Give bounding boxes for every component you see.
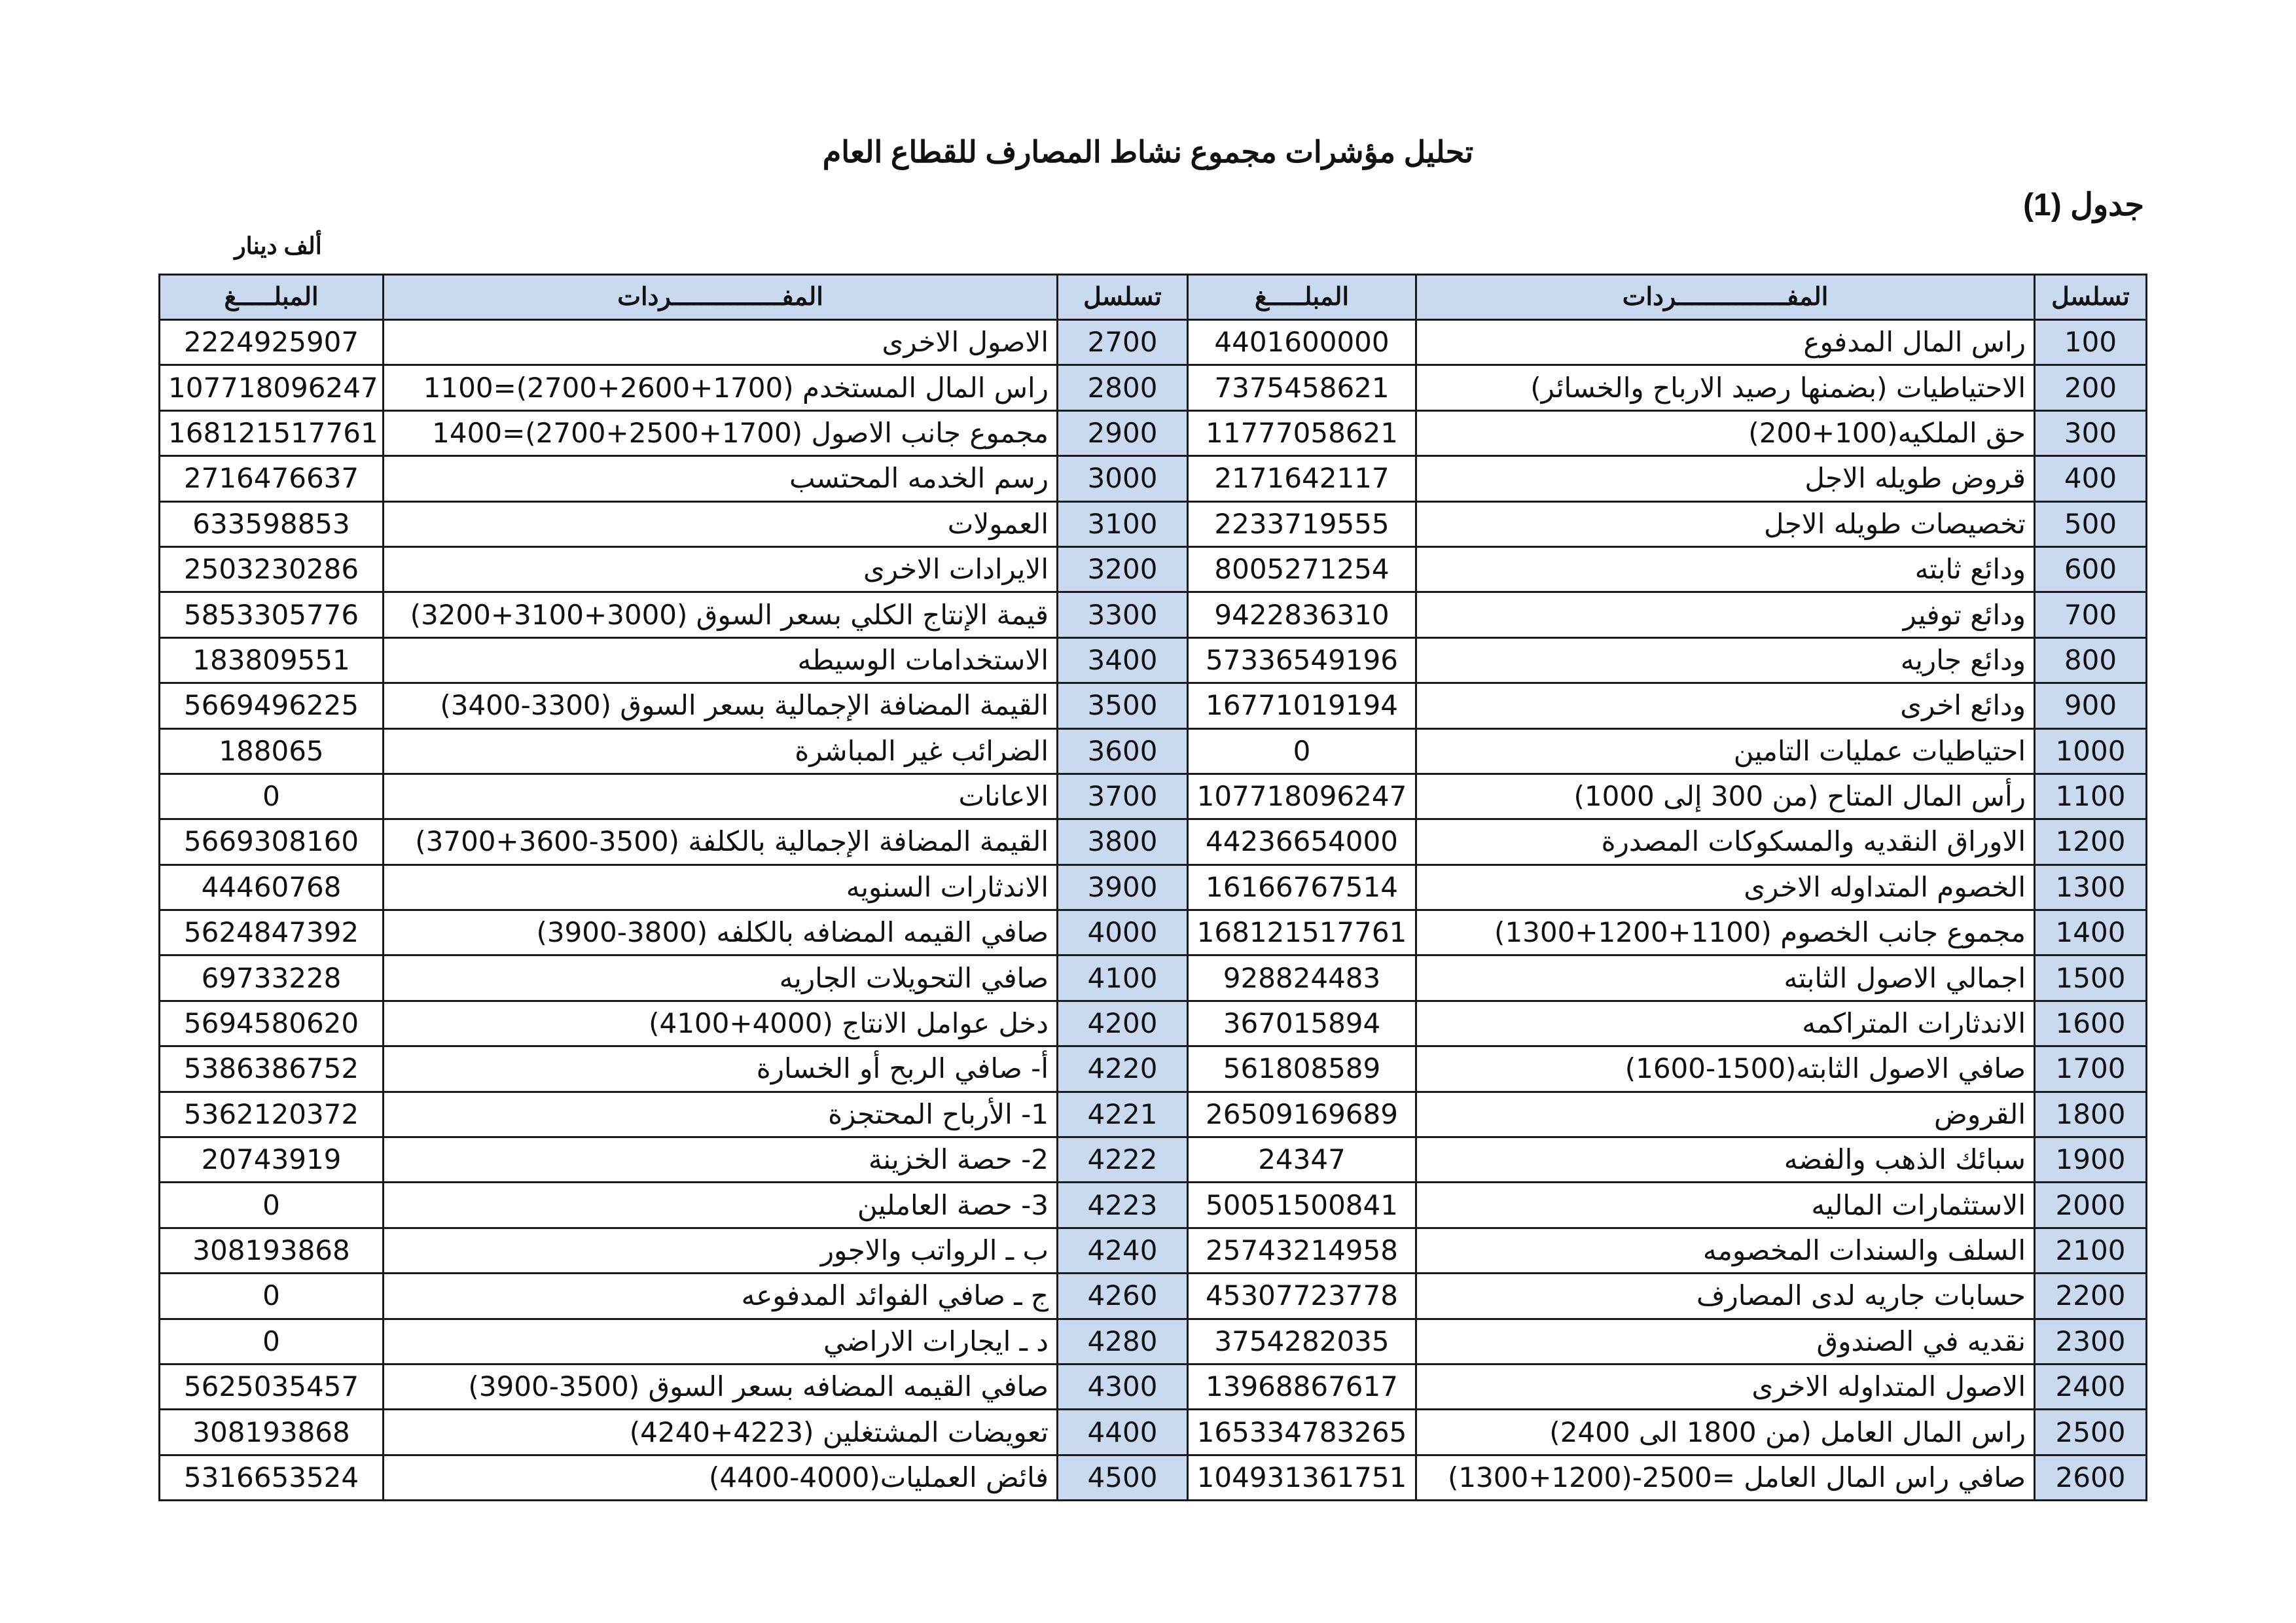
amount-cell: 57336549196 (1188, 637, 1416, 683)
amount-cell: 168121517761 (160, 410, 384, 455)
amount-cell: 0 (160, 1183, 384, 1228)
item-cell: 3- حصة العاملين (384, 1183, 1058, 1228)
amount-cell: 107718096247 (160, 365, 384, 410)
table-row (160, 320, 2147, 365)
item-cell: 1- الأرباح المحتجزة (384, 1092, 1058, 1137)
amount-cell: 308193868 (160, 1228, 384, 1273)
seq-cell: 2600 (2035, 1455, 2147, 1500)
amount-cell: 24347 (1188, 1137, 1416, 1183)
item-cell: حسابات جاريه لدى المصارف (1416, 1274, 2035, 1319)
seq-cell: 2900 (1058, 410, 1188, 455)
item-cell: السلف والسندات المخصومه (1416, 1228, 2035, 1273)
table-row (160, 1183, 2147, 1228)
table-row (160, 1319, 2147, 1364)
amount-cell: 5669308160 (160, 819, 384, 865)
amount-cell: 3754282035 (1188, 1319, 1416, 1364)
amount-cell: 9422836310 (1188, 592, 1416, 637)
seq-cell: 1000 (2035, 728, 2147, 774)
table-body (160, 320, 2147, 1501)
seq-cell: 500 (2035, 501, 2147, 546)
item-cell: مجموع جانب الخصوم (1100+1200+1300) (1416, 910, 2035, 955)
item-cell: القيمة المضافة الإجمالية بالكلفة (3500-3600+3700) (384, 819, 1058, 865)
item-cell: الايرادات الاخرى (384, 546, 1058, 592)
amount-cell: 2503230286 (160, 546, 384, 592)
amount-cell: 0 (160, 774, 384, 819)
item-cell: ودائع توفير (1416, 592, 2035, 637)
seq-cell: 4000 (1058, 910, 1188, 955)
table-row (160, 1274, 2147, 1319)
item-cell: صافي القيمه المضافه بالكلفه (3800-3900) (384, 910, 1058, 955)
amount-cell: 367015894 (1188, 1001, 1416, 1046)
amount-cell: 11777058621 (1188, 410, 1416, 455)
seq-cell: 4500 (1058, 1455, 1188, 1500)
header-amount-left: المبلـــــغ (160, 275, 384, 320)
amount-cell: 25743214958 (1188, 1228, 1416, 1273)
seq-cell: 700 (2035, 592, 2147, 637)
item-cell: الضرائب غير المباشرة (384, 728, 1058, 774)
seq-cell: 1900 (2035, 1137, 2147, 1183)
seq-cell: 1500 (2035, 955, 2147, 1001)
table-row (160, 774, 2147, 819)
seq-cell: 600 (2035, 546, 2147, 592)
amount-cell: 45307723778 (1188, 1274, 1416, 1319)
item-cell: الاوراق النقديه والمسكوكات المصدرة (1416, 819, 2035, 865)
item-cell: ودائع ثابته (1416, 546, 2035, 592)
bank-indicators-table (158, 274, 2147, 1501)
item-cell: الاستثمارات الماليه (1416, 1183, 2035, 1228)
seq-cell: 2500 (2035, 1410, 2147, 1455)
table-row (160, 501, 2147, 546)
table-row (160, 1364, 2147, 1409)
seq-cell: 2700 (1058, 320, 1188, 365)
item-cell: القروض (1416, 1092, 2035, 1137)
amount-cell: 561808589 (1188, 1046, 1416, 1092)
item-cell: تعويضات المشتغلين (4223+4240) (384, 1410, 1058, 1455)
currency-unit-label: ألف دينار (234, 232, 322, 259)
seq-cell: 1700 (2035, 1046, 2147, 1092)
seq-cell: 3900 (1058, 865, 1188, 910)
seq-cell: 4300 (1058, 1364, 1188, 1409)
amount-cell: 2224925907 (160, 320, 384, 365)
table-row (160, 456, 2147, 501)
seq-cell: 3800 (1058, 819, 1188, 865)
item-cell: سبائك الذهب والفضه (1416, 1137, 2035, 1183)
item-cell: الاندثارات السنويه (384, 865, 1058, 910)
amount-cell: 5669496225 (160, 683, 384, 728)
amount-cell: 5853305776 (160, 592, 384, 637)
amount-cell: 183809551 (160, 637, 384, 683)
seq-cell: 2400 (2035, 1364, 2147, 1409)
amount-cell: 26509169689 (1188, 1092, 1416, 1137)
seq-cell: 4220 (1058, 1046, 1188, 1092)
item-cell: صافي راس المال العامل =2500-(1200+1300) (1416, 1455, 2035, 1500)
amount-cell: 168121517761 (1188, 910, 1416, 955)
amount-cell: 5694580620 (160, 1001, 384, 1046)
seq-cell: 4200 (1058, 1001, 1188, 1046)
seq-cell: 4223 (1058, 1183, 1188, 1228)
item-cell: د ـ ايجارات الاراضي (384, 1319, 1058, 1364)
table-row (160, 819, 2147, 865)
amount-cell: 165334783265 (1188, 1410, 1416, 1455)
item-cell: رسم الخدمه المحتسب (384, 456, 1058, 501)
item-cell: مجموع جانب الاصول (1700+2500+2700)=1400 (384, 410, 1058, 455)
amount-cell: 5316653524 (160, 1455, 384, 1500)
item-cell: راس المال العامل (من 1800 الى 2400) (1416, 1410, 2035, 1455)
item-cell: العمولات (384, 501, 1058, 546)
amount-cell: 5625035457 (160, 1364, 384, 1409)
table-row (160, 1046, 2147, 1092)
item-cell: تخصيصات طويله الاجل (1416, 501, 2035, 546)
seq-cell: 3200 (1058, 546, 1188, 592)
page-title: تحليل مؤشرات مجموع نشاط المصارف للقطاع العام (822, 135, 1474, 169)
item-cell: قروض طويله الاجل (1416, 456, 2035, 501)
amount-cell: 633598853 (160, 501, 384, 546)
table-row (160, 365, 2147, 410)
seq-cell: 3100 (1058, 501, 1188, 546)
item-cell: احتياطيات عمليات التامين (1416, 728, 2035, 774)
header-seq-right: تسلسل (2035, 275, 2147, 320)
item-cell: الاحتياطيات (بضمنها رصيد الارباح والخسائر) (1416, 365, 2035, 410)
amount-cell: 0 (1188, 728, 1416, 774)
seq-cell: 1200 (2035, 819, 2147, 865)
table-row (160, 955, 2147, 1001)
seq-cell: 4221 (1058, 1092, 1188, 1137)
table-row (160, 1410, 2147, 1455)
seq-cell: 4400 (1058, 1410, 1188, 1455)
amount-cell: 16771019194 (1188, 683, 1416, 728)
amount-cell: 2171642117 (1188, 456, 1416, 501)
table-row (160, 728, 2147, 774)
seq-cell: 3600 (1058, 728, 1188, 774)
table-row (160, 592, 2147, 637)
table-row (160, 546, 2147, 592)
item-cell: ودائع جاريه (1416, 637, 2035, 683)
item-cell: 2- حصة الخزينة (384, 1137, 1058, 1183)
table-row (160, 410, 2147, 455)
amount-cell: 308193868 (160, 1410, 384, 1455)
table-number-label: جدول (1) (2023, 188, 2144, 223)
item-cell: الاصول المتداوله الاخرى (1416, 1364, 2035, 1409)
table-row (160, 683, 2147, 728)
seq-cell: 4260 (1058, 1274, 1188, 1319)
seq-cell: 1100 (2035, 774, 2147, 819)
amount-cell: 188065 (160, 728, 384, 774)
amount-cell: 0 (160, 1319, 384, 1364)
seq-cell: 200 (2035, 365, 2147, 410)
seq-cell: 800 (2035, 637, 2147, 683)
item-cell: راس المال المدفوع (1416, 320, 2035, 365)
amount-cell: 44236654000 (1188, 819, 1416, 865)
seq-cell: 2000 (2035, 1183, 2147, 1228)
item-cell: ج ـ صافي الفوائد المدفوعه (384, 1274, 1058, 1319)
item-cell: حق الملكيه(100+200) (1416, 410, 2035, 455)
seq-cell: 3300 (1058, 592, 1188, 637)
seq-cell: 4222 (1058, 1137, 1188, 1183)
seq-cell: 2800 (1058, 365, 1188, 410)
table-row (160, 910, 2147, 955)
seq-cell: 3400 (1058, 637, 1188, 683)
seq-cell: 4240 (1058, 1228, 1188, 1273)
amount-cell: 5386386752 (160, 1046, 384, 1092)
table-row (160, 1228, 2147, 1273)
amount-cell: 107718096247 (1188, 774, 1416, 819)
seq-cell: 3700 (1058, 774, 1188, 819)
amount-cell: 2716476637 (160, 456, 384, 501)
seq-cell: 2100 (2035, 1228, 2147, 1273)
seq-cell: 3500 (1058, 683, 1188, 728)
item-cell: الاعانات (384, 774, 1058, 819)
amount-cell: 44460768 (160, 865, 384, 910)
amount-cell: 928824483 (1188, 955, 1416, 1001)
amount-cell: 5624847392 (160, 910, 384, 955)
header-amount-right: المبلـــــغ (1188, 275, 1416, 320)
seq-cell: 1400 (2035, 910, 2147, 955)
seq-cell: 900 (2035, 683, 2147, 728)
header-items-left: المفـــــــــــــــردات (384, 275, 1058, 320)
amount-cell: 69733228 (160, 955, 384, 1001)
seq-cell: 3000 (1058, 456, 1188, 501)
item-cell: الخصوم المتداوله الاخرى (1416, 865, 2035, 910)
item-cell: راس المال المستخدم (1700+2600+2700)=1100 (384, 365, 1058, 410)
seq-cell: 1300 (2035, 865, 2147, 910)
table-row (160, 637, 2147, 683)
seq-cell: 4100 (1058, 955, 1188, 1001)
amount-cell: 2233719555 (1188, 501, 1416, 546)
item-cell: نقديه في الصندوق (1416, 1319, 2035, 1364)
seq-cell: 2300 (2035, 1319, 2147, 1364)
seq-cell: 4280 (1058, 1319, 1188, 1364)
seq-cell: 300 (2035, 410, 2147, 455)
item-cell: ودائع اخرى (1416, 683, 2035, 728)
amount-cell: 4401600000 (1188, 320, 1416, 365)
amount-cell: 7375458621 (1188, 365, 1416, 410)
seq-cell: 100 (2035, 320, 2147, 365)
amount-cell: 5362120372 (160, 1092, 384, 1137)
item-cell: القيمة المضافة الإجمالية بسعر السوق (3300-3400) (384, 683, 1058, 728)
table-row (160, 1455, 2147, 1500)
header-items-right: المفـــــــــــــــردات (1416, 275, 2035, 320)
amount-cell: 8005271254 (1188, 546, 1416, 592)
item-cell: دخل عوامل الانتاج (4000+4100) (384, 1001, 1058, 1046)
item-cell: صافي التحويلات الجاريه (384, 955, 1058, 1001)
amount-cell: 16166767514 (1188, 865, 1416, 910)
item-cell: أ- صافي الربح أو الخسارة (384, 1046, 1058, 1092)
table-header-row (160, 275, 2147, 320)
seq-cell: 2200 (2035, 1274, 2147, 1319)
amount-cell: 0 (160, 1274, 384, 1319)
seq-cell: 1800 (2035, 1092, 2147, 1137)
table-row (160, 1137, 2147, 1183)
table-row (160, 1092, 2147, 1137)
item-cell: الاصول الاخرى (384, 320, 1058, 365)
table-row (160, 865, 2147, 910)
item-cell: ب ـ الرواتب والاجور (384, 1228, 1058, 1273)
seq-cell: 1600 (2035, 1001, 2147, 1046)
amount-cell: 13968867617 (1188, 1364, 1416, 1409)
item-cell: الاستخدامات الوسيطه (384, 637, 1058, 683)
item-cell: اجمالي الاصول الثابته (1416, 955, 2035, 1001)
item-cell: الاندثارات المتراكمه (1416, 1001, 2035, 1046)
table-row (160, 1001, 2147, 1046)
amount-cell: 50051500841 (1188, 1183, 1416, 1228)
amount-cell: 104931361751 (1188, 1455, 1416, 1500)
header-seq-left: تسلسل (1058, 275, 1188, 320)
amount-cell: 20743919 (160, 1137, 384, 1183)
seq-cell: 400 (2035, 456, 2147, 501)
item-cell: فائض العمليات(4000-4400) (384, 1455, 1058, 1500)
item-cell: صافي الاصول الثابته(1500-1600) (1416, 1046, 2035, 1092)
item-cell: صافي القيمه المضافه بسعر السوق (3500-3900) (384, 1364, 1058, 1409)
item-cell: قيمة الإنتاج الكلي بسعر السوق (3000+3100+3200) (384, 592, 1058, 637)
item-cell: رأس المال المتاح (من 300 إلى 1000) (1416, 774, 2035, 819)
